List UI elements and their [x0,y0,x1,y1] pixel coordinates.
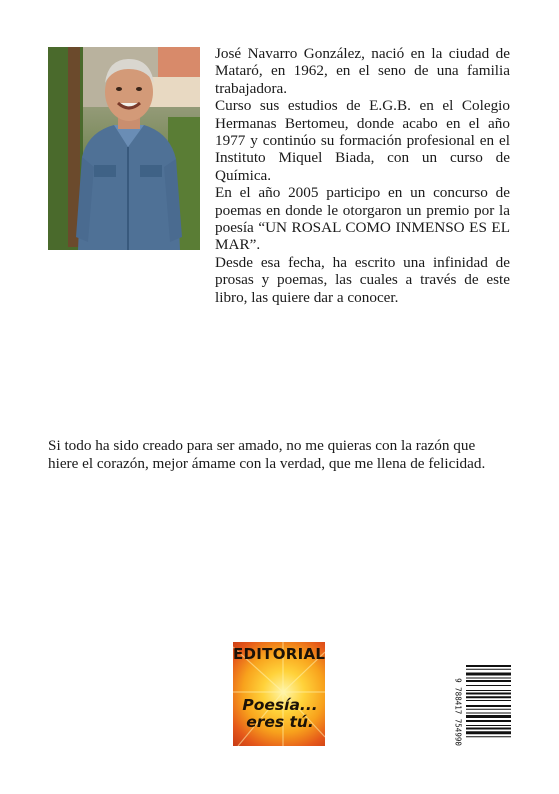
barcode-bar [466,728,511,730]
isbn-number [452,664,464,759]
author-bio [215,45,510,306]
barcode-bar [466,690,511,691]
barcode-bar [466,709,511,710]
barcode-bar [466,678,511,679]
barcode-bar [466,680,511,682]
barcode-bar [466,669,511,670]
bio-paragraph: Curso sus estudios de E.G.B. en el Colegio Hermanas Bertomeu, donde acabo en el año 1977 y continúo su formación profesional en el Instituto Miquel Biada, con un curso de Química. [215,97,510,184]
barcode-bar [466,713,511,714]
author-photo [48,47,200,250]
barcode-bar [466,725,511,726]
barcode-bar [466,731,511,734]
barcode-bar [466,715,511,718]
publisher-logo [233,642,325,746]
barcode-bar [466,665,511,667]
barcode-bar [466,720,511,722]
isbn-text: 9 788417 754990 [453,677,463,746]
back-cover-quote: Si todo ha sido creado para ser amado, no me quieras con la razón que hiere el corazón, mejor ámame con la verdad, que me llena de felicidad. [48,437,486,472]
logo-title-text [237,697,323,731]
bio-paragraph: Desde esa fecha, ha escrito una infinidad de prosas y poemas, las cuales a través de este libro, las quiere dar a conocer. [215,253,510,306]
barcode-bar [466,700,511,701]
barcode-bar [466,696,511,698]
barcode [466,664,511,759]
barcode-bar [466,693,511,695]
logo-editorial-text: EDITORIAL [233,645,325,663]
logo-line-2: eres tú. [246,713,314,731]
barcode-bar [466,685,511,686]
bio-paragraph: José Navarro González, nació en la ciudad de Mataró, en 1962, en el seno de una familia trabajadora. [215,45,510,97]
logo-line-1: Poesía... [242,696,318,714]
barcode-bar [466,705,511,707]
barcode-bar [466,736,511,737]
barcode-bar [466,673,511,676]
bio-paragraph: En el año 2005 participo en un concurso de poemas en donde le otorgaron un premio por la poesía “UN ROSAL COMO INMENSO ES EL MAR”. [215,184,510,254]
